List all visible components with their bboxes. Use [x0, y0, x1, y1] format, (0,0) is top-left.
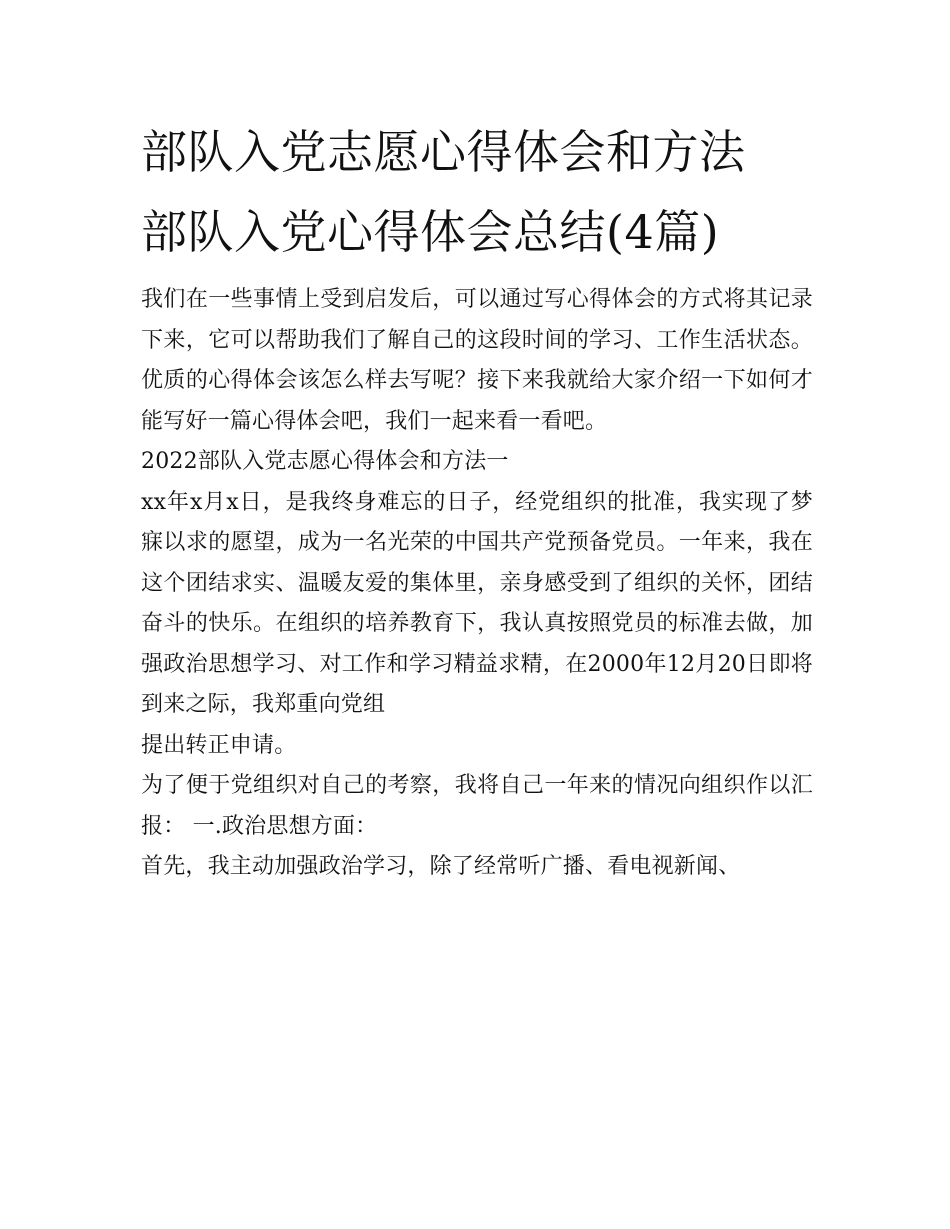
document-page	[141, 112, 813, 888]
intro-paragraph: 我们在一些事情上受到启发后，可以通过写心得体会的方式将其记录下来，它可以帮助我们了解自己的这段时间的学习、工作生活状态。优质的心得体会该怎么样去写呢？接下来我就给大家介绍一下如何才能写好一篇心得体会吧，我们一起来看一看吧。	[141, 287, 813, 434]
document-title	[141, 112, 813, 272]
body-paragraph-1-tail: 提出转正申请。	[141, 732, 297, 758]
title-line-2: 部队入党心得体会总结(4篇)	[141, 205, 720, 259]
section-heading: 2022部队入党志愿心得体会和方法一	[141, 449, 509, 474]
body-paragraph-3: 首先，我主动加强政治学习，除了经常听广播、看电视新闻、	[141, 854, 741, 879]
body-paragraph-2: 为了便于党组织对自己的考察，我将自己一年来的情况向组织作以汇报： 一.政治思想方面：	[141, 773, 813, 839]
title-line-1: 部队入党志愿心得体会和方法	[141, 125, 746, 179]
body-paragraph-1: xx年x月x日，是我终身难忘的日子，经党组织的批准，我实现了梦寐以求的愿望，成为一名光荣的中国共产党预备党员。一年来，我在这个团结求实、温暖友爱的集体里，亲身感受到了组织的关怀，团结奋斗的快乐。在组织的培养教育下，我认真按照党员的标准去做，加强政治思想学习、对工作和学习精益求精，在2000年12月20日即将到来之际，我郑重向党组	[141, 489, 813, 717]
